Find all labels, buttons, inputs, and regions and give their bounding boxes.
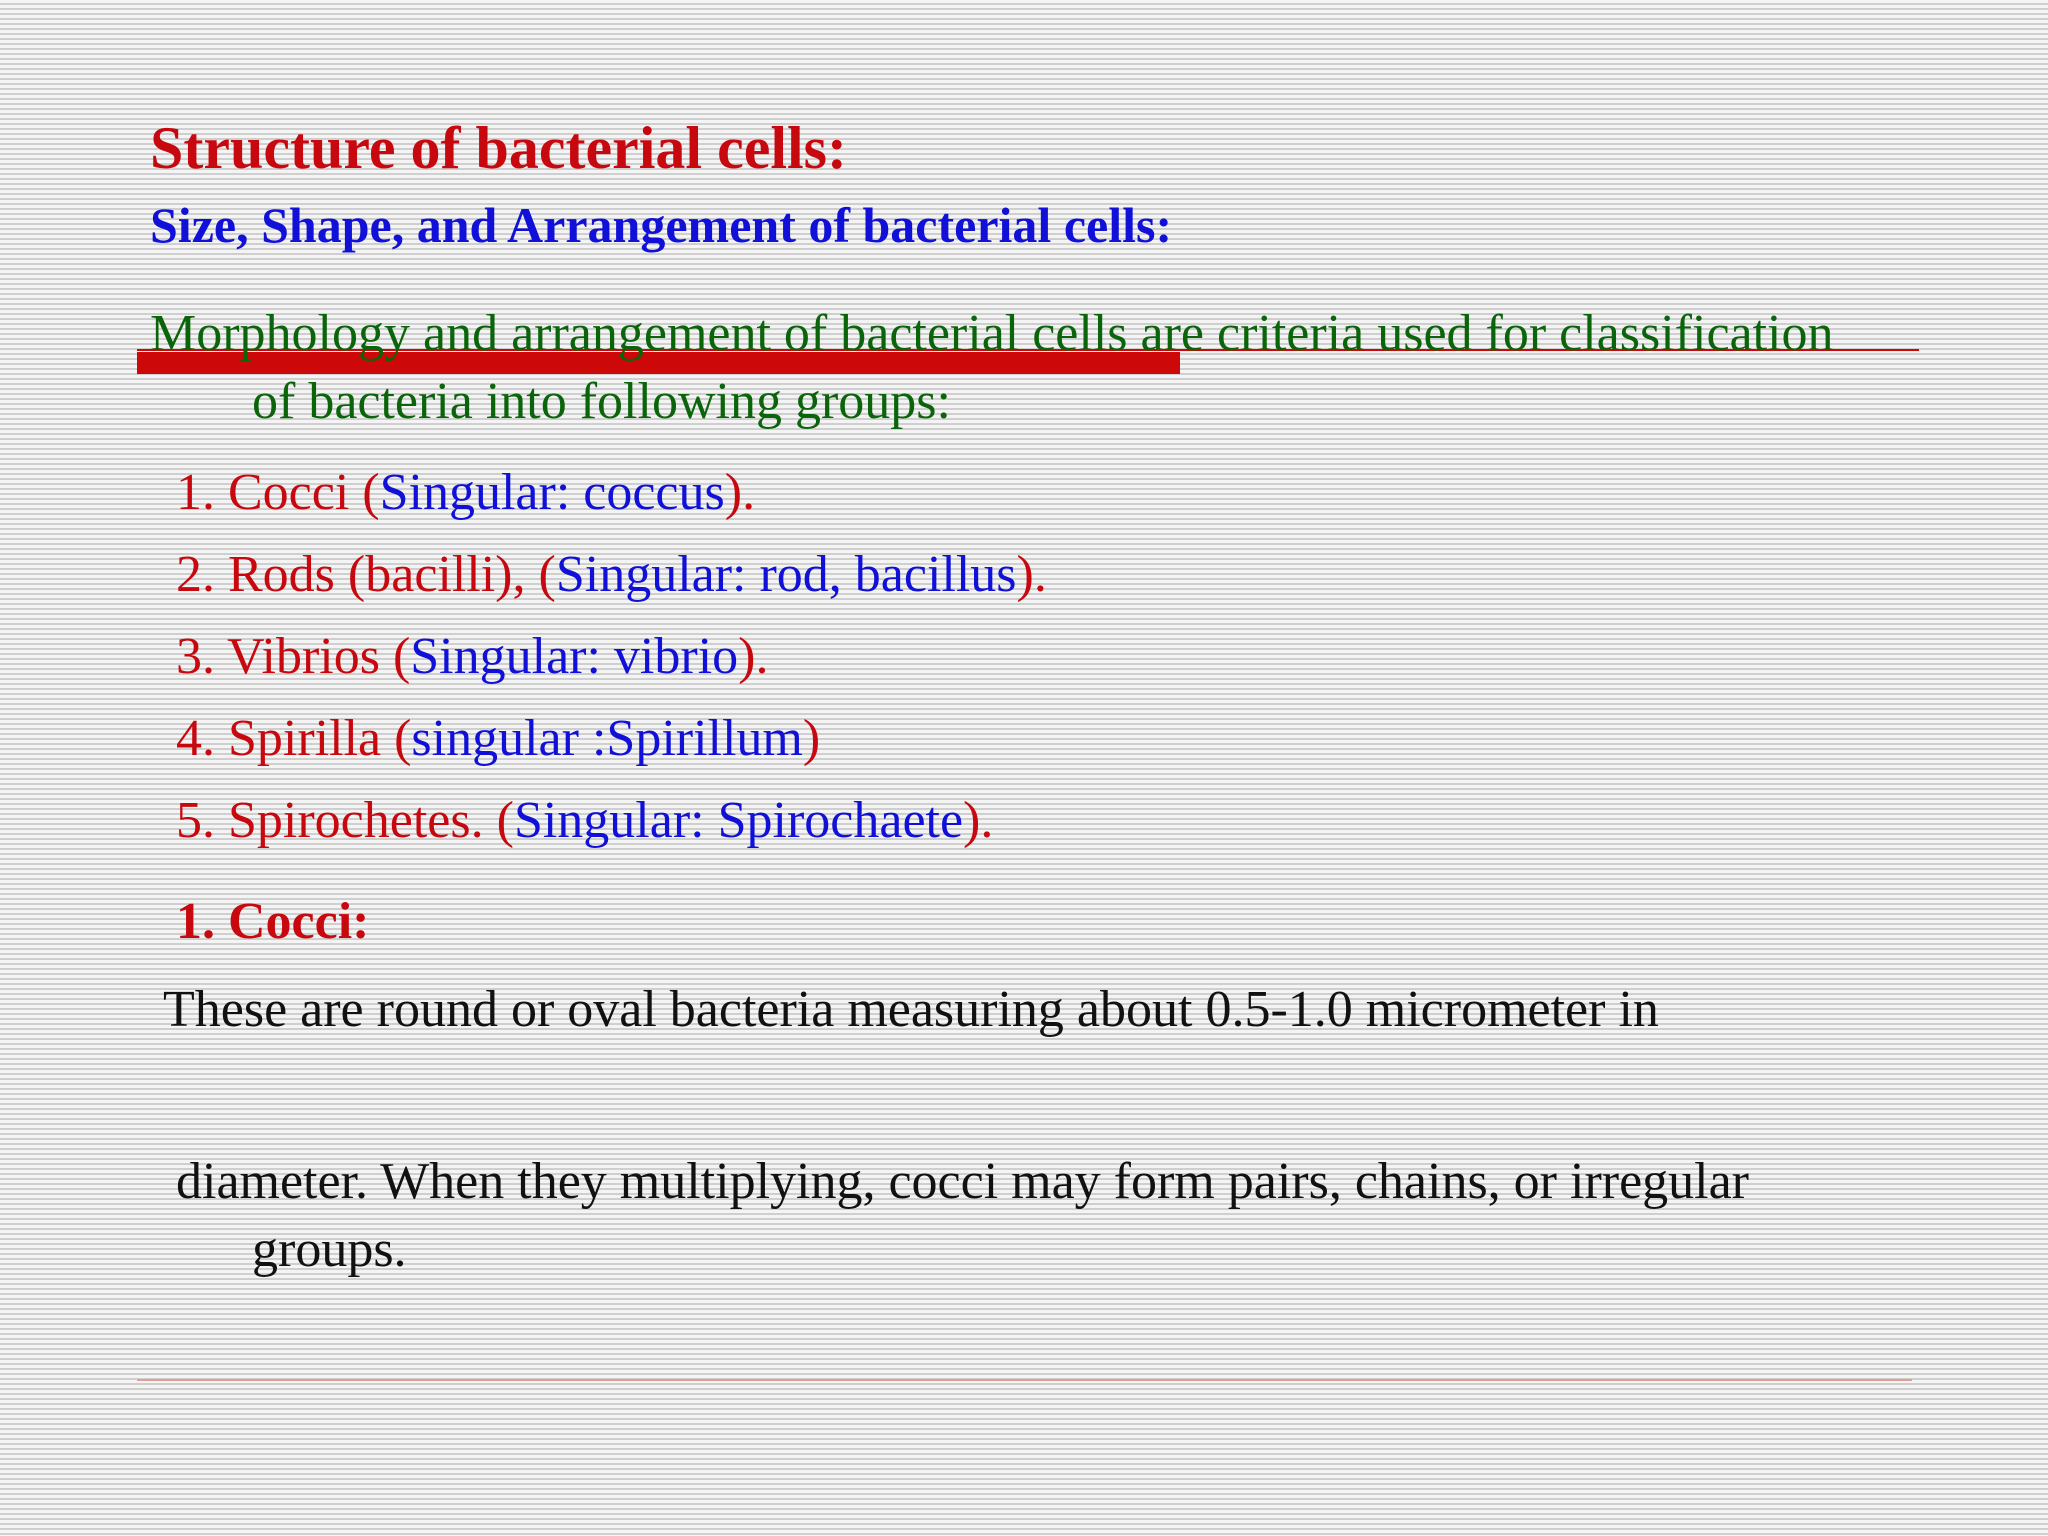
list-item [176,780,1047,862]
group-singular: Singular: Spirochaete [513,792,964,849]
intro-paragraph: Morphology and arrangement of bacterial cells are criteria used for classification of bacteria into following groups: [150,305,1834,430]
list-item [176,616,1047,698]
slide-title: Structure of bacterial cells: [150,115,848,181]
divider-rule-bottom [137,1379,1912,1381]
list-item [176,534,1047,616]
list-item [176,452,1047,534]
group-end: ). [1016,546,1047,603]
group-end: ) [802,710,821,767]
group-end: ). [738,628,769,685]
cocci-description-line-2: diameter. When they multiplying, cocci may form pairs, chains, or irregular groups. [176,1153,1749,1278]
group-singular: Singular: coccus [379,464,725,521]
cocci-heading: 1. Cocci: [176,893,370,950]
group-name: 4. Spirilla ( [176,710,412,767]
bacteria-groups-list [176,452,1047,862]
cocci-description-line-1: These are round or oval bacteria measuring about 0.5-1.0 micrometer in [163,981,1659,1038]
group-name: 5. Spirochetes. ( [176,792,514,849]
group-name: 1. Cocci ( [176,464,380,521]
group-singular: Singular: rod, bacillus [555,546,1017,603]
group-end: ). [724,464,756,521]
group-end: ). [963,792,994,849]
group-name: 2. Rods (bacilli), ( [176,546,556,603]
slide-subtitle: Size, Shape, and Arrangement of bacterial cells: [150,197,1173,253]
group-singular: singular :Spirillum [411,710,803,767]
list-item [176,698,1047,780]
group-singular: Singular: vibrio [410,628,739,685]
group-name: 3. Vibrios ( [176,628,411,685]
